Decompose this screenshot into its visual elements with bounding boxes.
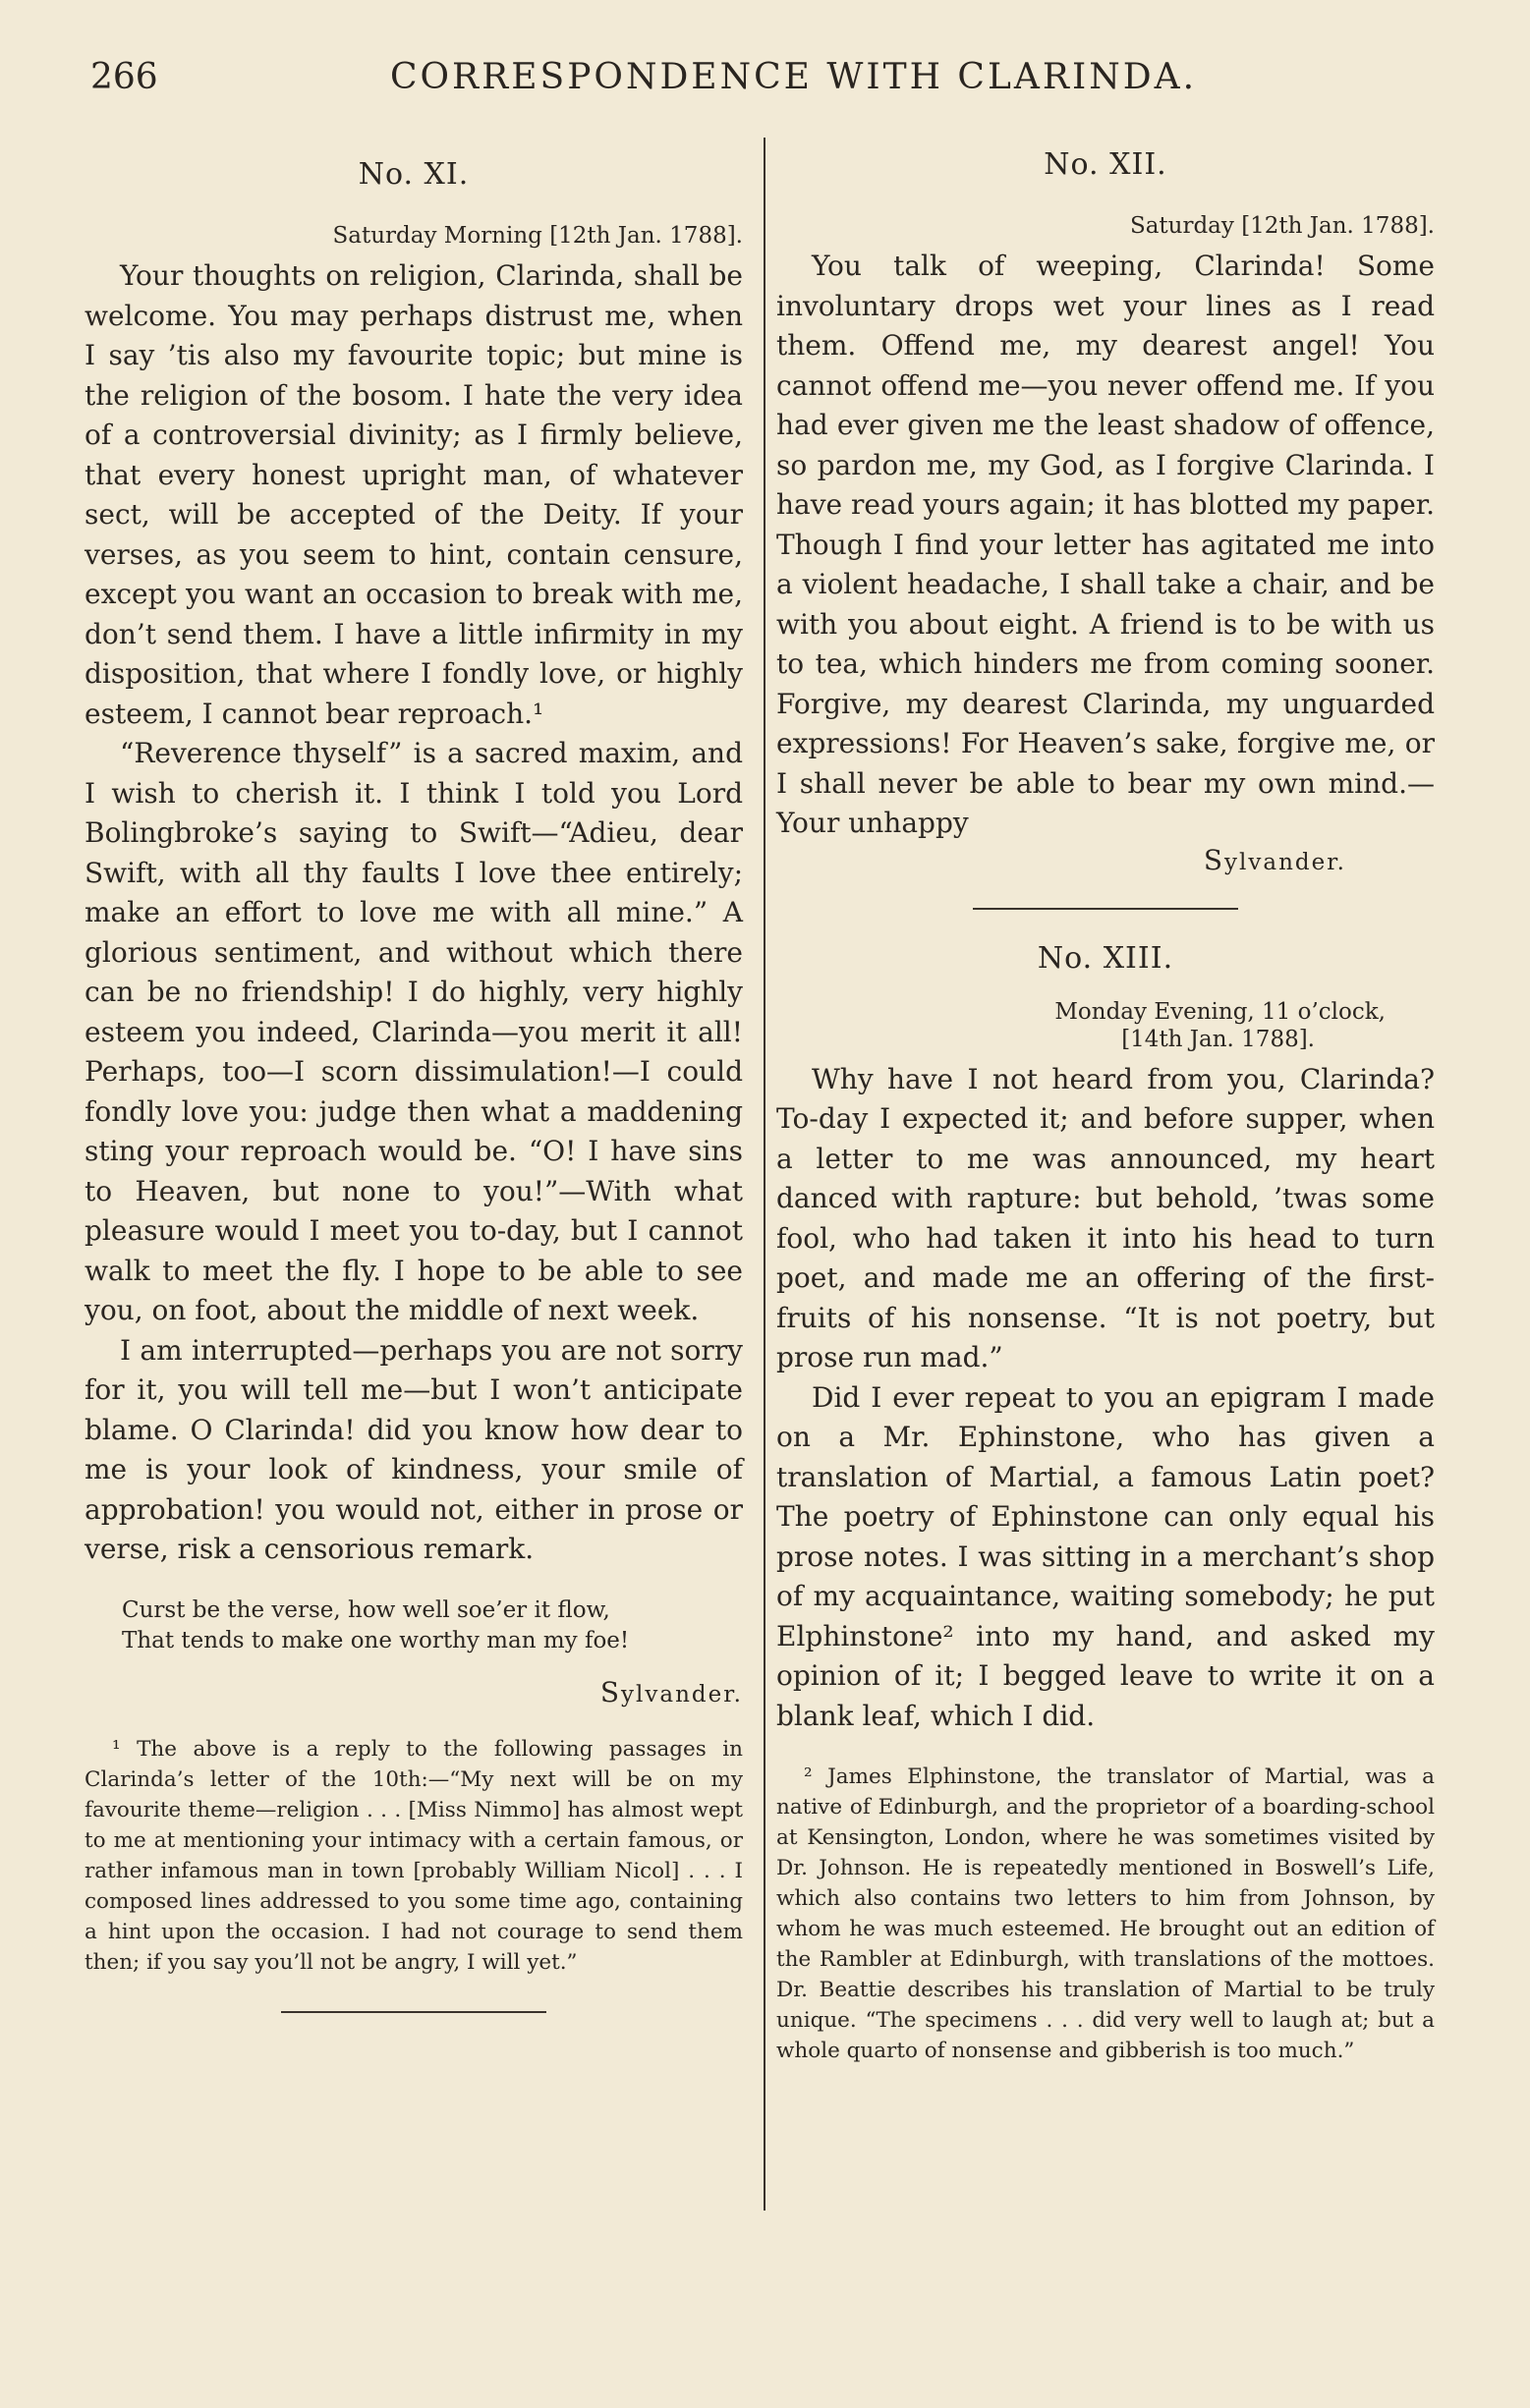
footnote-2: ² James Elphinstone, the translator of Martial, was a native of Edinburgh, and the proprietor of a boarding-school at Kensington, London, where he was sometimes visited by Dr. Johnson. He is repeatedly mentioned in Boswell’s Life, which also contains two letters to him from Johnson, by whom he was much esteemed. He brought out an edition of the Rambler at Edinburgh, with translations of the mottoes. Dr. Beattie describes his translation of Martial to be truly unique. “The specimens . . . did very well to laugh at; but a whole quarto of nonsense and gibberish is too much.” [776, 1764, 1435, 2063]
letter-11-paragraph-1: Your thoughts on religion, Clarinda, shall be welcome. You may perhaps distrust me, when I say ’tis also my favourite topic; but mine is the religion of the bosom. I hate the very idea of a controversial divinity; as I firmly believe, that every honest upright man, of whatever sect, will be accepted of the Deity. If your verses, as you seem to hint, contain censure, except you want an occasion to break with me, don’t send them. I have a little infirmity in my disposition, that where I fondly love, or highly esteem, I cannot bear reproach.¹ [85, 259, 743, 730]
letter-11-signature: Sylvander. [599, 1675, 743, 1708]
end-rule-left [281, 2011, 546, 2013]
page-header [90, 57, 1446, 116]
letter-11-number: No. XI. [358, 157, 470, 192]
verse-line-1: Curst be the verse, how well soe’er it flow, [122, 1596, 610, 1623]
letter-13-paragraph-2: Did I ever repeat to you an epigram I made on a Mr. Ephinstone, who has given a translation of Martial, a famous Latin poet? The poetry of Ephinstone can only equal his prose notes. I was sitting in a merchant’s shop of my acquaintance, waiting somebody; he put Elphinstone² into my hand, and asked my opinion of it; I begged leave to write it on a blank leaf, which I did. [776, 1380, 1435, 1732]
footnote-1: ¹ The above is a reply to the following passages in Clarinda’s letter of the 10th:—“My next will be on my favourite theme—religion . . . [Miss Nimmo] has almost wept to me at mentioning your intimacy with a certain famous, or rather infamous man in town [probably William Nicol] . . . I composed lines addressed to you some time ago, containing a hint upon the occasion. I had not courage to send them then; if you say you’ll not be angry, I will yet.” [85, 1736, 743, 1975]
right-column [776, 147, 1435, 2066]
letter-11-dateline: Saturday Morning [12th Jan. 1788]. [332, 223, 743, 249]
letter-13-dateline-1: Monday Evening, 11 o’clock, [1054, 998, 1386, 1025]
running-title: CORRESPONDENCE WITH CLARINDA. [390, 57, 1198, 97]
letter-13-dateline-2: [14th Jan. 1788]. [1121, 1026, 1315, 1052]
separator-rule [973, 908, 1238, 910]
letter-12-number: No. XII. [1044, 147, 1167, 182]
letter-13-paragraph-1: Why have I not heard from you, Clarinda? To-day I expected it; and before supper, when a letter to me was announced, my heart danced with rapture: but behold, ’twas some fool, who had taken it into his head to turn poet, and made me an offering of the first-fruits of his nonsense. “It is not poetry, but prose run mad.” [776, 1062, 1435, 1373]
verse-line-2: That tends to make one worthy man my foe! [122, 1627, 630, 1653]
column-divider [764, 138, 765, 2211]
letter-11-paragraph-2: “Reverence thyself” is a sacred maxim, and I wish to cherish it. I think I told you Lord Bolingbroke’s saying to Swift—“Adieu, dear Swift, with all thy faults I love thee entirely; make an effort to love me with all mine.” A glorious sentiment, and without which there can be no friendship! I do highly, very highly esteem you indeed, Clarinda—you merit it all! Perhaps, too—I scorn dissimulation!—I could fondly love you: judge then what a maddening sting your reproach would be. “O! I have sins to Heaven, but none to you!”—With what pleasure would I meet you to-day, but I cannot walk to meet the fly. I hope to be able to see you, on foot, about the middle of next week. [85, 737, 743, 1326]
page-number: 266 [90, 57, 158, 97]
letter-12-signature: Sylvander. [1203, 843, 1346, 876]
letter-11-verse [122, 1596, 743, 1656]
left-column [85, 157, 743, 2013]
letter-11-paragraph-3: I am interrupted—perhaps you are not sorry for it, you will tell me—but I won’t anticipate blame. O Clarinda! did you know how dear to me is your look of kindness, your smile of approbation! you would not, either in prose or verse, risk a censorious remark. [85, 1333, 743, 1565]
letter-12-dateline: Saturday [12th Jan. 1788]. [1129, 213, 1435, 239]
letter-12-paragraph-1: You talk of weeping, Clarinda! Some involuntary drops wet your lines as I read them. Offend me, my dearest angel! You cannot offend me—you never offend me. If you had ever given me the least shadow of offence, so pardon me, my God, as I forgive Clarinda. I have read yours again; it has blotted my paper. Though I find your letter has agitated me into a violent headache, I shall take a chair, and be with you about eight. A friend is to be with us to tea, which hinders me from coming sooner. Forgive, my dearest Clarinda, my unguarded expressions! For Heaven’s sake, forgive me, or I shall never be able to bear my own mind.—Your unhappy [776, 250, 1435, 839]
letter-13-number: No. XIII. [1037, 940, 1174, 976]
